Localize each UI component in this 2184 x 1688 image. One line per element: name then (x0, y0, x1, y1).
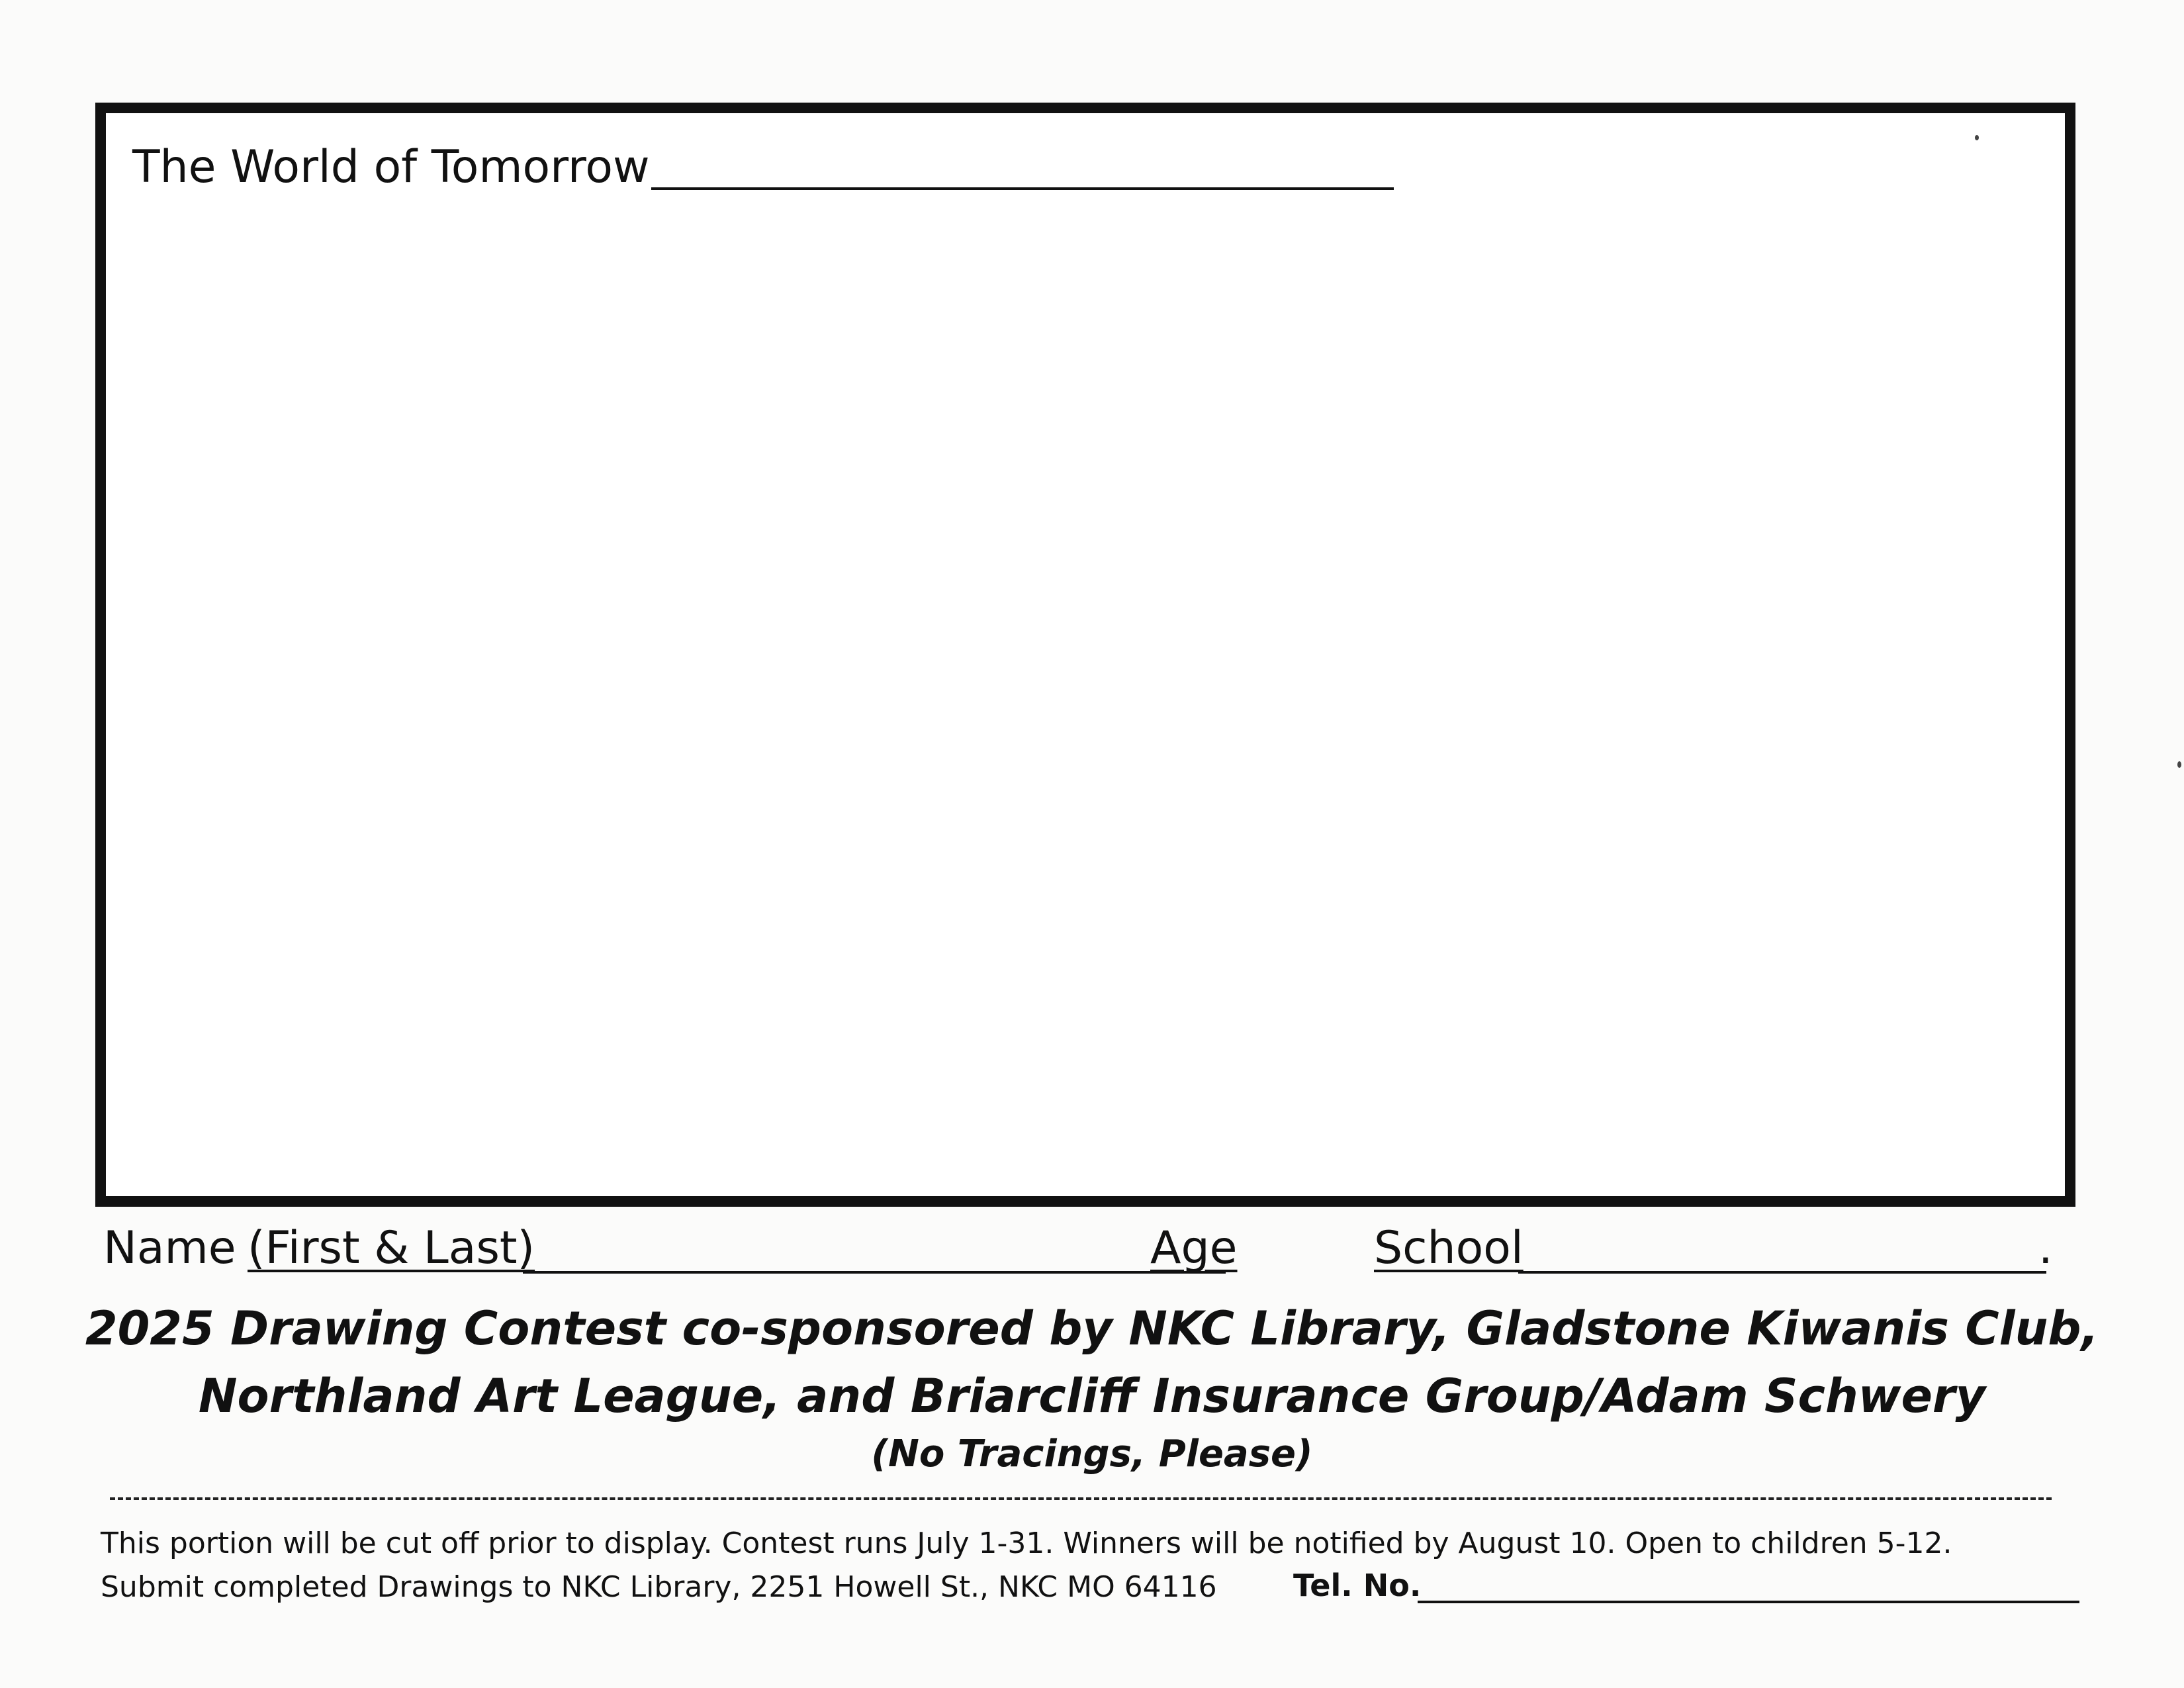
entrant-info-row (101, 1218, 2053, 1278)
footer-submit-address: Submit completed Drawings to NKC Library, 2251 Howell St., NKC MO 64116 (101, 1570, 1217, 1604)
school-label: School (1374, 1222, 1524, 1274)
drawing-area[interactable] (95, 103, 2075, 1207)
scan-speck (1975, 135, 1979, 140)
title-blank-line[interactable] (651, 187, 1394, 190)
cut-line-divider (110, 1497, 2052, 1500)
line-end-mark: . (2038, 1222, 2053, 1274)
sponsor-line-2: Northland Art League, and Briarcliff Insurance Group/Adam Schwery (198, 1369, 1986, 1423)
school-blank-line[interactable] (1518, 1271, 2046, 1274)
name-label: Name (103, 1222, 236, 1274)
age-label: Age (1150, 1222, 1238, 1274)
title-row (132, 141, 1394, 193)
tel-blank-line[interactable] (1418, 1601, 2079, 1603)
no-tracings-note: (No Tracings, Please) (871, 1432, 1313, 1476)
name-hint: (First & Last) (248, 1222, 535, 1274)
name-blank-line[interactable] (523, 1271, 1226, 1274)
tel-label: Tel. No. (1293, 1568, 1422, 1603)
drawing-title: The World of Tomorrow (132, 141, 650, 193)
scan-speck (2177, 761, 2181, 768)
sponsor-line-1: 2025 Drawing Contest co-sponsored by NKC Library, Gladstone Kiwanis Club, (85, 1301, 2099, 1356)
footer-rules: This portion will be cut off prior to display. Contest runs July 1-31. Winners will be notified by August 10. Open to children 5-12. (101, 1526, 1952, 1560)
